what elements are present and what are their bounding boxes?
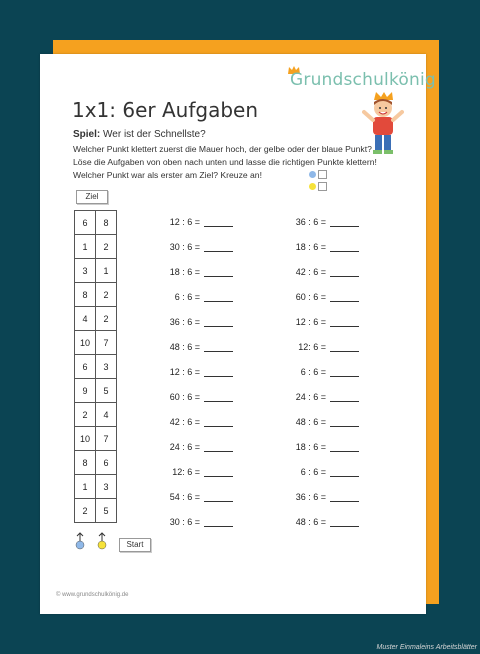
equation-row [140, 235, 233, 260]
answer-blank[interactable] [330, 343, 359, 352]
answer-blank[interactable] [330, 393, 359, 402]
wall-cell: 7 [96, 427, 117, 451]
wall-cell: 1 [96, 259, 117, 283]
equation-text: 42 : 6 = [295, 267, 326, 277]
equation-text: 30 : 6 = [169, 517, 200, 527]
wall-row [75, 427, 117, 451]
equation-row [140, 460, 233, 485]
equation-text: 48 : 6 = [169, 342, 200, 352]
equation-text: 24 : 6 = [169, 442, 200, 452]
answer-blank[interactable] [330, 318, 359, 327]
equation-row [266, 485, 359, 510]
wall-row [75, 379, 117, 403]
wall-cell: 2 [75, 499, 96, 523]
yellow-dot-marker-icon [96, 532, 108, 550]
equation-row [140, 260, 233, 285]
wall-row [75, 475, 117, 499]
wall-cell: 2 [96, 307, 117, 331]
equation-text: 24 : 6 = [295, 392, 326, 402]
answer-blank[interactable] [330, 268, 359, 277]
wall-row [75, 259, 117, 283]
wall-cell: 2 [75, 403, 96, 427]
equation-row [266, 210, 359, 235]
equation-row [140, 360, 233, 385]
wall-cell: 1 [75, 235, 96, 259]
worksheet-title: 1x1: 6er Aufgaben [72, 98, 259, 122]
wall-cell: 4 [75, 307, 96, 331]
game-subtitle [73, 129, 206, 140]
equation-text: 6 : 6 = [174, 292, 200, 302]
wall-row [75, 235, 117, 259]
wall-cell: 8 [96, 211, 117, 235]
wall-cell: 2 [96, 235, 117, 259]
answer-blank[interactable] [204, 468, 233, 477]
wall-cell: 3 [75, 259, 96, 283]
wall-cell: 5 [96, 499, 117, 523]
answer-blank[interactable] [204, 368, 233, 377]
answer-blank[interactable] [330, 443, 359, 452]
equation-row [140, 485, 233, 510]
left-equations [140, 210, 233, 535]
equation-text: 12: 6 = [172, 467, 200, 477]
answer-blank[interactable] [330, 368, 359, 377]
equation-text: 42 : 6 = [169, 417, 200, 427]
equation-row [266, 385, 359, 410]
equation-text: 6 : 6 = [300, 467, 326, 477]
wall-cell: 6 [96, 451, 117, 475]
yellow-dot-icon [309, 183, 316, 190]
answer-blank[interactable] [204, 218, 233, 227]
equation-text: 6 : 6 = [300, 367, 326, 377]
equation-text: 12 : 6 = [169, 217, 200, 227]
wall-cell: 9 [75, 379, 96, 403]
wall-cell: 2 [96, 283, 117, 307]
equation-row [266, 410, 359, 435]
equation-text: 12: 6 = [298, 342, 326, 352]
equation-text: 54 : 6 = [169, 492, 200, 502]
answer-blank[interactable] [330, 518, 359, 527]
answer-blank[interactable] [330, 468, 359, 477]
answer-blank[interactable] [330, 218, 359, 227]
equation-row [266, 235, 359, 260]
subtitle-text: Wer ist der Schnellste? [103, 129, 206, 140]
instructions [73, 143, 418, 182]
worksheet-page [40, 54, 436, 614]
equation-row [140, 335, 233, 360]
equation-text: 12 : 6 = [169, 367, 200, 377]
wall-cell: 10 [75, 427, 96, 451]
answer-blank[interactable] [204, 293, 233, 302]
equation-text: 18 : 6 = [295, 242, 326, 252]
instruction-line: Welcher Punkt klettert zuerst die Mauer hoch, der gelbe oder der blaue Punkt? [73, 144, 372, 154]
answer-blank[interactable] [204, 268, 233, 277]
answer-blank[interactable] [204, 243, 233, 252]
equation-row [266, 435, 359, 460]
answer-blank[interactable] [330, 418, 359, 427]
equation-text: 12 : 6 = [295, 317, 326, 327]
answer-blank[interactable] [204, 393, 233, 402]
wall-row [75, 355, 117, 379]
equation-row [266, 510, 359, 535]
answer-blank[interactable] [204, 493, 233, 502]
wall-cell: 6 [75, 355, 96, 379]
subtitle-label: Spiel: [73, 129, 101, 140]
goal-label: Ziel [76, 190, 108, 204]
equation-text: 60 : 6 = [169, 392, 200, 402]
equation-row [266, 360, 359, 385]
wall-row [75, 307, 117, 331]
instruction-line: Löse die Aufgaben von oben nach unten und lasse die richtigen Punkte klettern! [73, 157, 377, 167]
answer-blank[interactable] [204, 418, 233, 427]
answer-blank[interactable] [330, 493, 359, 502]
instruction-line: Welcher Punkt war als erster am Ziel? Kreuze an! [73, 170, 262, 180]
equation-row [140, 435, 233, 460]
equation-text: 36 : 6 = [169, 317, 200, 327]
answer-blank[interactable] [330, 243, 359, 252]
equation-row [266, 260, 359, 285]
copyright-footer: © www.grundschulkönig.de [56, 592, 129, 598]
answer-blank[interactable] [204, 518, 233, 527]
equation-text: 36 : 6 = [295, 217, 326, 227]
right-equations [266, 210, 359, 535]
wall-cell: 5 [96, 379, 117, 403]
equation-text: 18 : 6 = [295, 442, 326, 452]
yellow-answer-checkbox[interactable] [318, 182, 327, 191]
answer-choices [306, 166, 327, 190]
watermark: Muster Einmaleins Arbeitsblätter [376, 644, 477, 651]
equation-row [266, 310, 359, 335]
wall-row [75, 499, 117, 523]
equation-text: 48 : 6 = [295, 517, 326, 527]
answer-blank[interactable] [204, 318, 233, 327]
blue-dot-marker-icon [74, 532, 86, 550]
answer-blank[interactable] [204, 443, 233, 452]
equation-row [140, 510, 233, 535]
equation-text: 18 : 6 = [169, 267, 200, 277]
wall-cell: 3 [96, 355, 117, 379]
equation-row [140, 410, 233, 435]
start-label: Start [119, 538, 151, 552]
wall-cell: 7 [96, 331, 117, 355]
equation-text: 48 : 6 = [295, 417, 326, 427]
wall-row [75, 211, 117, 235]
brand-logo: Grundschulkönig [290, 70, 436, 90]
equation-row [140, 310, 233, 335]
wall-cell: 1 [75, 475, 96, 499]
answer-blank[interactable] [330, 293, 359, 302]
wall-cell: 8 [75, 283, 96, 307]
number-wall [74, 210, 117, 523]
wall-row [75, 331, 117, 355]
wall-cell: 3 [96, 475, 117, 499]
equation-row [266, 335, 359, 360]
equation-row [140, 210, 233, 235]
equation-row [140, 285, 233, 310]
equation-row [266, 285, 359, 310]
equation-text: 36 : 6 = [295, 492, 326, 502]
equation-text: 30 : 6 = [169, 242, 200, 252]
wall-cell: 6 [75, 211, 96, 235]
answer-blank[interactable] [204, 343, 233, 352]
wall-cell: 8 [75, 451, 96, 475]
equation-text: 60 : 6 = [295, 292, 326, 302]
wall-row [75, 403, 117, 427]
wall-cell: 4 [96, 403, 117, 427]
equation-row [140, 385, 233, 410]
wall-row [75, 451, 117, 475]
wall-cell: 10 [75, 331, 96, 355]
equation-row [266, 460, 359, 485]
wall-row [75, 283, 117, 307]
